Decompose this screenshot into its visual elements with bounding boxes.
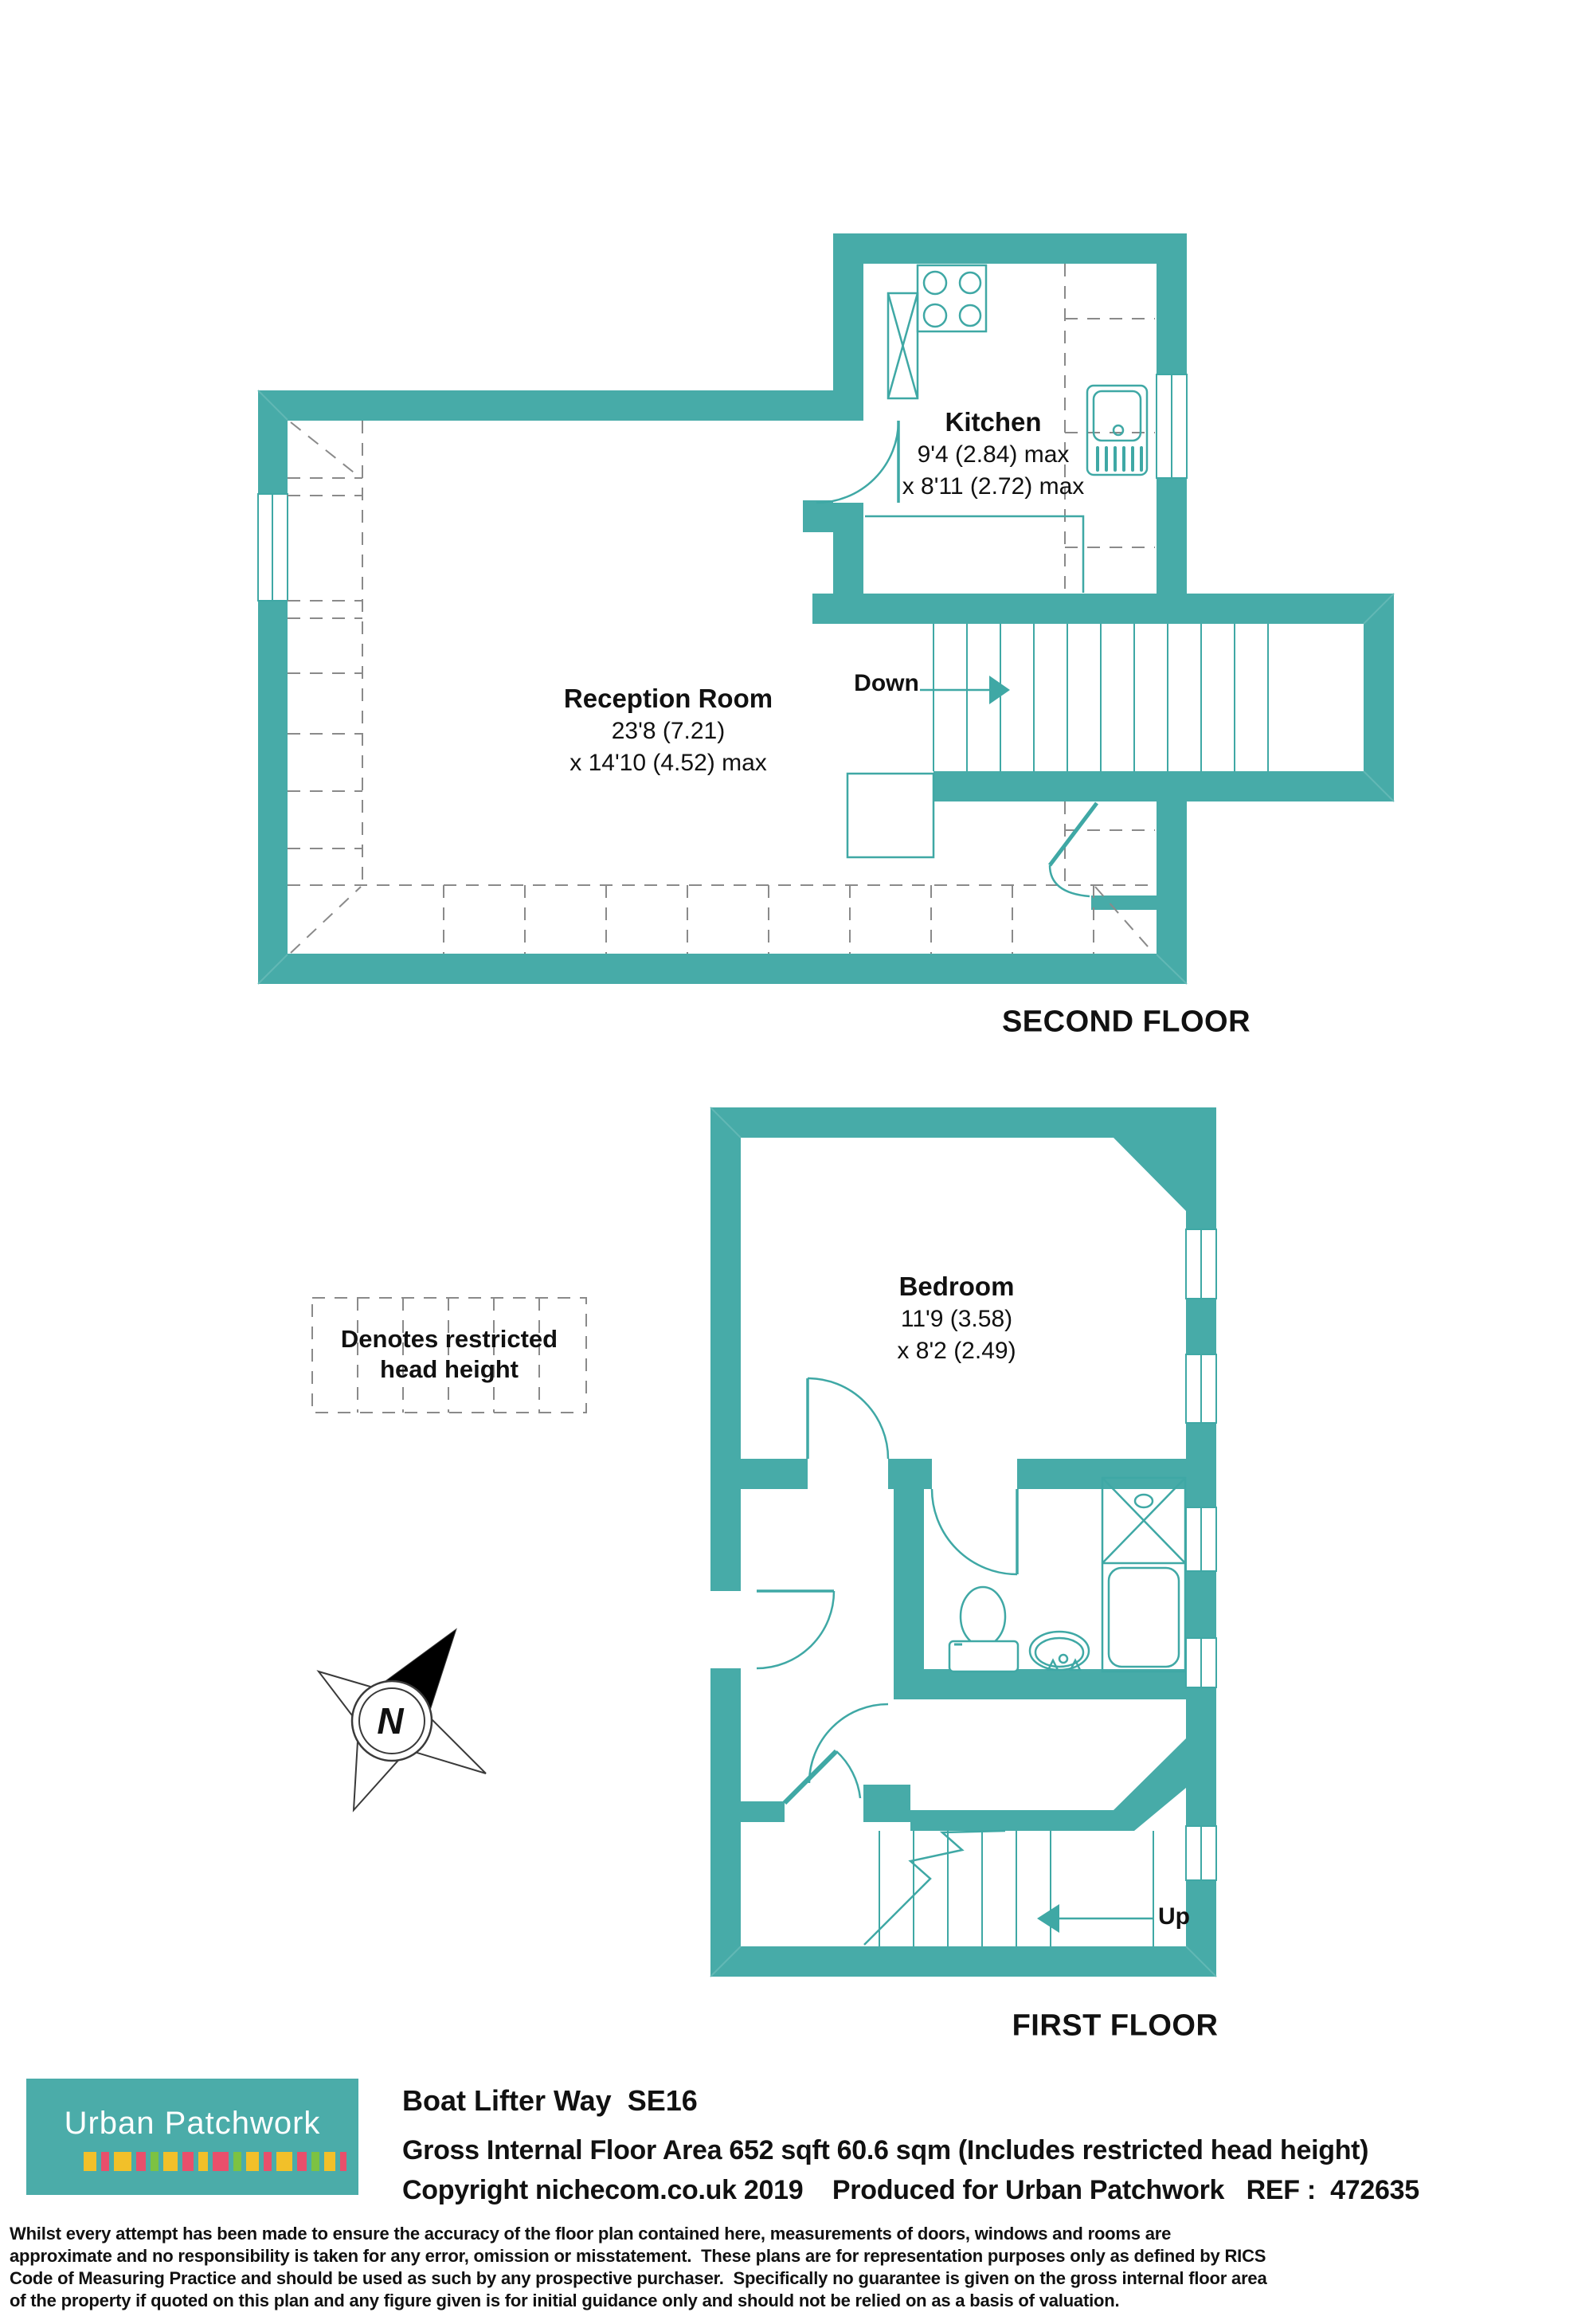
- first-floor-walls: [710, 1107, 1216, 1977]
- first-floor-title: FIRST FLOOR: [1012, 2009, 1219, 2043]
- room-dim: x 8'2 (2.49): [897, 1338, 1016, 1364]
- logo-dashes: [84, 2152, 346, 2171]
- property-address: Boat Lifter Way SE16: [402, 2084, 698, 2117]
- kitchen-door: [816, 421, 898, 503]
- room-dim: x 8'11 (2.72) max: [902, 473, 1085, 500]
- logo-dash: [163, 2152, 178, 2171]
- wall-mitre-lines: [258, 390, 1394, 984]
- up-arrow-icon: [1037, 1904, 1153, 1933]
- basin-icon: [1030, 1632, 1089, 1670]
- room-name: Reception Room: [563, 684, 773, 713]
- logo-text: Urban Patchwork: [64, 2106, 321, 2141]
- kitchen-label: [902, 406, 1085, 503]
- second-floor-walls: [258, 233, 1394, 984]
- logo-dash: [213, 2152, 229, 2171]
- toilet-icon: [949, 1587, 1018, 1671]
- bathroom-fixtures: [949, 1478, 1185, 1671]
- logo-dash: [246, 2152, 259, 2171]
- cupboard-box: [847, 774, 933, 857]
- logo-dash: [340, 2152, 346, 2171]
- up-label: Up: [1158, 1903, 1190, 1930]
- logo-dash: [276, 2152, 292, 2171]
- first-floor-plan: [710, 1107, 1216, 1977]
- second-floor-plan: [258, 233, 1394, 984]
- window-icon: [1186, 1638, 1216, 1687]
- bathroom-door: [932, 1489, 1017, 1574]
- landing-door: [1050, 803, 1097, 896]
- floor-area-text: Gross Internal Floor Area 652 sqft 60.6 sqm (Includes restricted head height): [402, 2135, 1369, 2165]
- second-floor-title: SECOND FLOOR: [1001, 1005, 1251, 1039]
- bedroom-door: [808, 1378, 888, 1459]
- room-dim: x 14'10 (4.52) max: [569, 750, 767, 776]
- reception-label: [564, 682, 773, 779]
- logo-dash: [297, 2152, 307, 2171]
- copyright-text: Copyright nichecom.co.uk 2019 Produced for Urban Patchwork REF : 472635: [402, 2175, 1419, 2205]
- hob-icon: [918, 265, 986, 331]
- window-icon: [1157, 374, 1187, 478]
- logo-dash: [233, 2152, 241, 2171]
- window-icon: [258, 494, 288, 601]
- logo-dash: [136, 2152, 146, 2171]
- room-dim: 23'8 (7.21): [611, 718, 726, 744]
- disclaimer-text: Whilst every attempt has been made to ensure the accuracy of the floor plan contained here, measurements of doors, windows and rooms are approximate and no responsibility is taken for any error, omission or misstatement. These plans are for representation purposes only as defined by RICS Code of Measuring Practice and should be used as such by any prospective purchaser. Specifically no guarantee is given on the gross internal floor area of the property if quoted on this plan and any figure given is for initial guidance only and should not be relied on as a basis of valuation.: [10, 2224, 1272, 2310]
- stair-break-line: [864, 1831, 1005, 1945]
- logo-dash: [264, 2152, 272, 2171]
- logo-dash: [182, 2152, 194, 2171]
- logo-dash: [198, 2152, 208, 2171]
- logo-dash: [311, 2152, 319, 2171]
- window-icon: [1186, 1354, 1216, 1423]
- stairs-down: [920, 624, 1268, 771]
- logo-dash: [84, 2152, 96, 2171]
- stairs-up: [864, 1831, 1153, 1946]
- room-dim: 11'9 (3.58): [900, 1306, 1013, 1332]
- room-name: Bedroom: [898, 1272, 1015, 1301]
- bath-icon: [1102, 1478, 1185, 1671]
- bedroom-label: [897, 1270, 1016, 1367]
- logo-dash: [151, 2152, 159, 2171]
- logo-dash: [101, 2152, 109, 2171]
- down-label: Down: [854, 670, 919, 696]
- room-dim: 9'4 (2.84) max: [917, 441, 1070, 468]
- kitchen-counter-line: [865, 516, 1083, 593]
- wall-mitre-lines: [710, 1107, 1216, 1977]
- window-icon: [1186, 1826, 1216, 1880]
- sink-icon: [1087, 386, 1147, 475]
- room-name: Kitchen: [945, 407, 1042, 437]
- logo-dash: [114, 2152, 131, 2171]
- first-floor-doors: [757, 1378, 1017, 1803]
- compass-north-label: N: [377, 1700, 404, 1742]
- urban-patchwork-logo: [26, 2079, 358, 2195]
- entrance-door: [757, 1591, 834, 1668]
- legend-label: Denotes restricted head height: [340, 1325, 558, 1383]
- fridge-unit-icon: [888, 293, 918, 398]
- window-icon: [1186, 1229, 1216, 1299]
- window-icon: [1186, 1507, 1216, 1571]
- logo-dash: [324, 2152, 335, 2171]
